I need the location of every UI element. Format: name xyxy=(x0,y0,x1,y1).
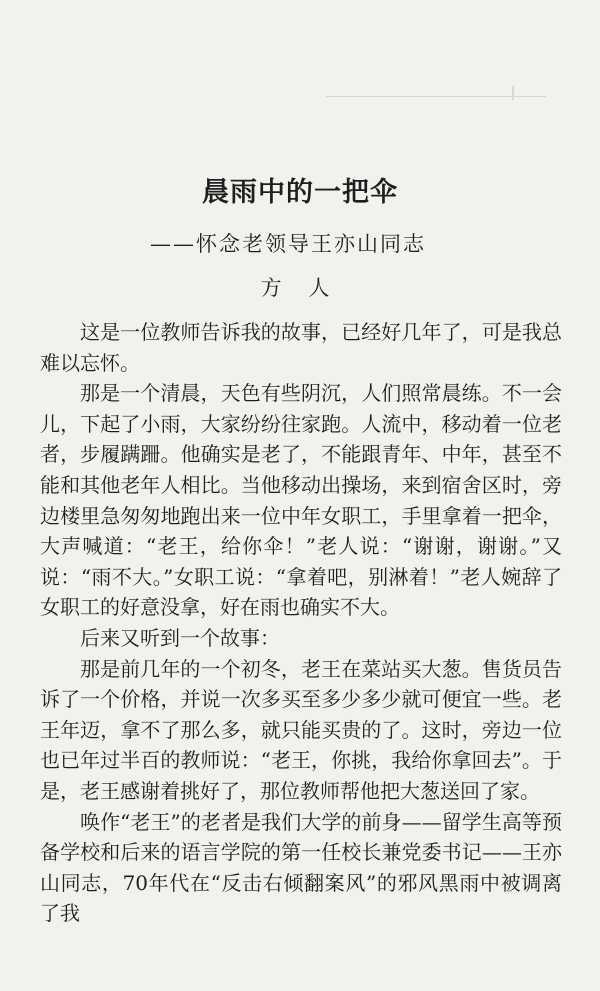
article-title: 晨雨中的一把伞 xyxy=(202,177,398,208)
article-subtitle: ——怀念老领导王亦山同志 xyxy=(150,232,426,256)
paragraph: 那是一个清晨，天色有些阴沉，人们照常晨练。不一会儿，下起了小雨，大家纷纷往家跑。人流中，移动着一位老者，步履蹒跚。他确实是老了，不能跟青年、中年，甚至不能和其他老年人相比。当他移动出操场，来到宿舍区时，旁边楼里急匆匆地跑出来一位中年女职工，手里拿着一把伞，大声喊道：“老王，给你伞！”老人说：“谢谢，谢谢。”又说：“雨不大。”女职工说：“拿着吧，别淋着！”老人婉辞了女职工的好意没拿，好在雨也确实不大。 xyxy=(40,381,562,620)
paragraph: 唤作“老王”的老者是我们大学的前身——留学生高等预备学校和后来的语言学院的第一任校长兼党委书记——王亦山同志，70年代在“反击右倾翻案风”的邪风黑雨中被调离了我 xyxy=(40,809,562,926)
article-author: 方 人 xyxy=(260,276,340,300)
paragraph: 这是一位教师告诉我的故事，已经好几年了，可是我总难以忘怀。 xyxy=(40,320,562,375)
paragraph: 那是前几年的一个初冬，老王在菜站买大葱。售货员告诉了一个价格，并说一次多买至多少多少就可便宜一些。老王年迈，拿不了那么多，就只能买贵的了。这时，旁边一位也已年过半百的教师说：“老王，你挑，我给你拿回去”。于是，老王感谢着挑好了，那位教师帮他把大葱送回了家。 xyxy=(40,656,562,803)
paragraph: 后来又听到一个故事： xyxy=(80,625,280,650)
article-body xyxy=(40,317,562,929)
bleed-through-mark xyxy=(512,86,520,100)
